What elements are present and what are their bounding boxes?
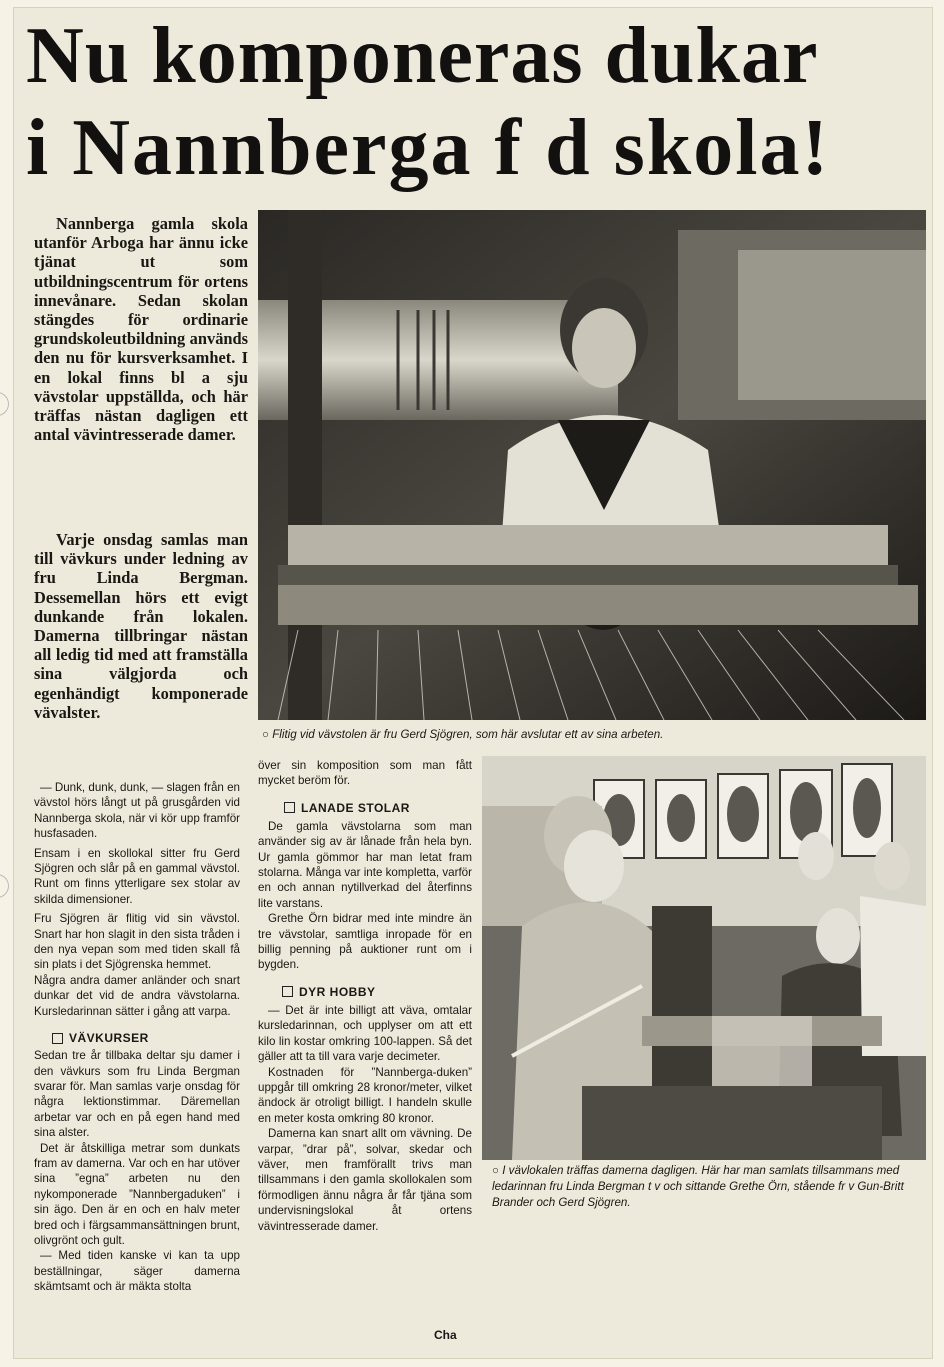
subhead-dyr-hobby	[282, 985, 472, 999]
subhead-label: DYR HOBBY	[299, 984, 376, 999]
body-paragraph: Några andra damer anländer och snart dunkar det vid de andra vävstolarna. Kursledarinnan sätter i gång att varpa.	[34, 973, 240, 1018]
body-paragraph: — Med tiden kanske vi kan ta upp beställningar, säger damerna skämtsamt och är mäkta stolta	[34, 1249, 240, 1294]
body-paragraph: Kostnaden för ”Nannberga-duken” uppgår till omkring 28 kronor/meter, vilket ändock är otroligt billigt. I handeln skulle en meter kosta omkring 80 kronor.	[258, 1065, 472, 1125]
article-column-2	[258, 758, 472, 1234]
body-paragraph: — Det är inte billigt att väva, omtalar kursledarinnan, och upplyser om att ett kilo lin kostar omkring 100-lappen. Så det gäller att ta till vara varje decimeter.	[258, 1003, 472, 1064]
subhead-label: LANADE STOLAR	[301, 800, 410, 815]
subhead-label: VÄVKURSER	[69, 1031, 149, 1046]
body-paragraph: — Dunk, dunk, dunk, — slagen från en vävstol hörs långt ut på grusgården vid Nannberga skola, när vi kör upp framför husfasaden.	[34, 781, 240, 841]
article-column-1	[34, 780, 240, 1295]
body-paragraph: Sedan tre år tillbaka deltar sju damer i den vävkurs som fru Linda Bergman svarar för. Man samlas varje onsdag för några lektionstimmar. Däremellan arbetar var och en på egen hand med sina alster.	[34, 1049, 240, 1140]
loom-photo-image	[258, 210, 926, 720]
group-photo-caption: ○ I vävlokalen träffas damerna dagligen. Här har man samlats tillsammans med ledarinnan fru Linda Bergman t v och sittande Grethe Örn, stående fr v Gun-Britt Brander och Gerd Sjögren.	[492, 1164, 904, 1209]
loom-photo-caption: ○ Flitig vid vävstolen är fru Gerd Sjögren, som här avslutar ett av sina arbeten.	[262, 728, 664, 741]
body-paragraph: De gamla vävstolarna som man använder sig av är lånade från hela byn. Ur gamla gömmor har man letat fram stolarna. Många var inte kompletta, varför en och annan nytillverkad del återfinns lite varstans.	[258, 819, 472, 910]
body-paragraph: över sin komposition som man fått mycket beröm för.	[258, 759, 472, 788]
punch-hole	[0, 874, 9, 898]
group-photo-image	[482, 756, 926, 1160]
checkbox-bullet-icon	[52, 1033, 63, 1044]
headline-line-1: Nu komponeras dukar	[26, 12, 819, 100]
loom-photo	[258, 210, 926, 720]
checkbox-bullet-icon	[284, 802, 295, 813]
author-signature: Cha	[434, 1328, 457, 1342]
body-paragraph: Det är åtskilliga metrar som dunkats fram av damerna. Var och en har utöver sina ”egna” arbeten nu den nykomponerade ”Nannbergaduken” i sin ägo. Den är en och en halv meter bred och i färgsammansättningen brunt, olivgrönt och gult.	[34, 1141, 240, 1247]
group-photo	[482, 756, 926, 1160]
lead-paragraph-2: Varje onsdag samlas man till vävkurs under ledning av fru Linda Bergman. Dessemellan hörs ett evigt dunkande från lokalen. Damerna tillbringar nästan all ledig tid med att framställa sina välgjorda och egenhändigt komponerade vävalster.	[34, 530, 248, 722]
checkbox-bullet-icon	[282, 986, 293, 997]
punch-hole	[0, 392, 9, 416]
subhead-vavkurser	[52, 1031, 240, 1045]
headline-line-2: i Nannberga f d skola!	[26, 104, 831, 192]
subhead-lanade-stolar	[284, 801, 472, 815]
body-paragraph: Fru Sjögren är flitig vid sin vävstol. Snart har hon slagit in den sista tråden i den nya vepan som med tiden skall få sin plats i det Sjögrenska hemmet.	[34, 912, 240, 972]
body-paragraph: Damerna kan snart allt om vävning. De varpar, ”drar på”, solvar, skedar och väver, men framförallt trivs man tillsammans i den gamla skollokalen som förmodligen ännu några år får tjäna som undervisningslokal åt ortens vävintresserade damer.	[258, 1127, 472, 1233]
lead-paragraph-1: Nannberga gamla skola utanför Arboga har ännu icke tjänat ut som utbildningscentrum för ortens innevånare. Sedan skolan stängdes för ordinarie grundskoleutbildning används den nu för kursverksamhet. I en lokal finns bl a sju vävstolar uppställda, och här träffas nästan dagligen ett antal vävintresserade damer.	[34, 214, 248, 445]
body-paragraph: Ensam i en skollokal sitter fru Gerd Sjögren och slår på en gammal vävstol. Runt om finns ytterligare sex stolar av skilda dimensioner.	[34, 846, 240, 906]
body-paragraph: Grethe Örn bidrar med inte mindre än tre vävstolar, samtliga inropade för en billig penning på auktioner runt om i bygden.	[258, 912, 472, 972]
